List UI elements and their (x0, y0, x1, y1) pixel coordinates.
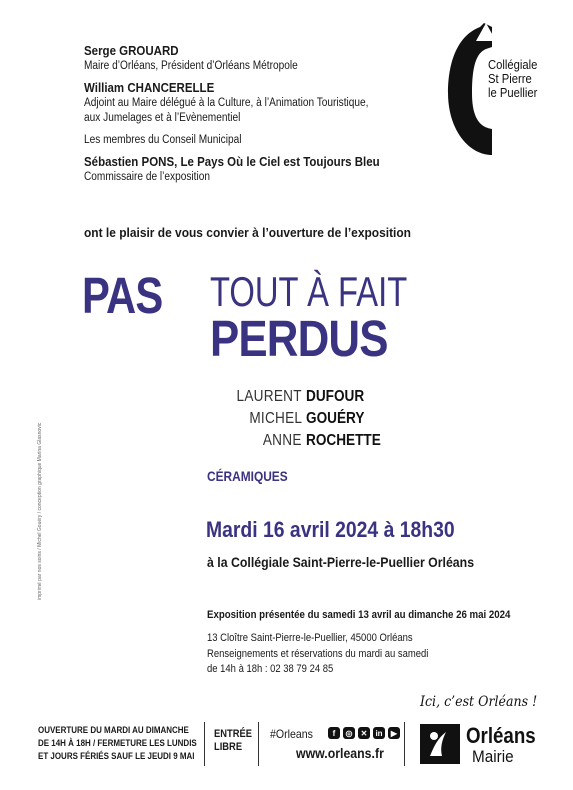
divider (258, 722, 259, 766)
artist-first-name: ANNE (263, 432, 302, 449)
instagram-icon[interactable]: ◎ (343, 727, 355, 739)
host-name: Sébastien PONS, Le Pays Où le Ciel est Toujours Bleu (84, 155, 380, 169)
host-role: Maire d’Orléans, Président d’Orléans Métropole (84, 60, 298, 72)
host-role: Adjoint au Maire délégué à la Culture, à l’Animation Touristique, (84, 97, 369, 109)
host-name: Serge GROUARD (84, 44, 179, 58)
entree-line: LIBRE (214, 741, 243, 753)
address-line: 13 Cloître Saint-Pierre-le-Puellier, 45000 Orléans (207, 632, 413, 644)
youtube-icon[interactable]: ▶ (388, 727, 400, 739)
orleans-mairie-logo (420, 722, 540, 768)
address-line: de 14h à 18h : 02 38 79 24 85 (207, 663, 334, 675)
artist-first-name: MICHEL (249, 410, 302, 427)
facebook-icon[interactable]: f (328, 727, 340, 739)
entree-line: ENTRÉE (214, 728, 252, 740)
artist-first-name: LAURENT (236, 388, 302, 405)
address-block (207, 631, 428, 678)
hours-line: ET JOURS FÉRIÉS SAUF LE JEUDI 9 MAI (38, 751, 195, 762)
opening-hours (38, 724, 197, 763)
council-line: Les membres du Conseil Municipal (84, 134, 242, 146)
linkedin-icon[interactable]: in (373, 727, 385, 739)
social-icons (328, 727, 400, 739)
event-date: Mardi 16 avril 2024 à 18h30 (206, 517, 455, 542)
mairie-emblem-icon (420, 724, 460, 764)
invitation-text: ont le plaisir de vous convier à l’ouverture de l’exposition (84, 225, 412, 240)
artist-last-name: GOUÉRY (306, 410, 365, 427)
website-link[interactable]: www.orleans.fr (296, 745, 384, 761)
host-role: Commissaire de l’exposition (84, 171, 210, 183)
address-line: Renseignements et réservations du mardi au samedi (207, 647, 429, 660)
logo-line: St Pierre (488, 72, 532, 86)
host-role: aux Jumelages et à l’Evènementiel (84, 112, 241, 124)
mairie-orleans-text: Orléans (466, 723, 536, 748)
x-icon[interactable]: ✕ (358, 727, 370, 739)
exhibition-dates: Exposition présentée du samedi 13 avril au dimanche 26 mai 2024 (207, 609, 511, 621)
artist-last-name: DUFOUR (306, 388, 365, 405)
logo-line: Collégiale (488, 58, 538, 72)
subtitle-ceramiques: CÉRAMIQUES (207, 468, 288, 484)
hosts-block (84, 44, 424, 185)
host-name: William CHANCERELLE (84, 81, 215, 95)
artist-last-name: ROCHETTE (306, 432, 381, 449)
mairie-text: Mairie (472, 747, 514, 766)
event-venue: à la Collégiale Saint-Pierre-le-Puellier Orléans (207, 554, 475, 570)
hashtag: #Orleans (270, 727, 313, 741)
divider (404, 722, 405, 766)
artist-row (100, 432, 460, 454)
logo-line: le Puellier (488, 86, 538, 100)
hours-line: OUVERTURE DU MARDI AU DIMANCHE (38, 725, 189, 736)
divider (204, 722, 205, 766)
title-pas: PAS (82, 267, 163, 324)
collegiale-logo-text (488, 58, 537, 100)
print-credit: imprimé par nos soins / Michel Gouéry / conception graphique Marina Glasnovic (37, 422, 43, 600)
slogan: Ici, c’est Orléans ! (420, 694, 538, 710)
hours-line: DE 14H À 18H / FERMETURE LES LUNDIS (38, 738, 197, 749)
artist-row (100, 388, 460, 410)
artist-row (100, 410, 460, 432)
title-perdus: PERDUS (210, 310, 388, 367)
free-entry (214, 728, 252, 754)
title-tout-a-fait: TOUT À FAIT (210, 268, 408, 315)
